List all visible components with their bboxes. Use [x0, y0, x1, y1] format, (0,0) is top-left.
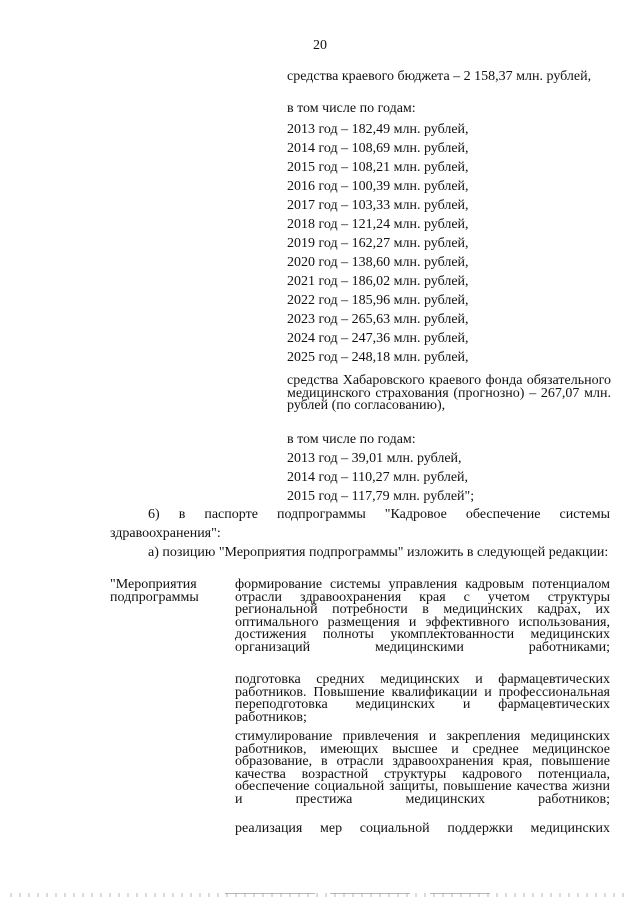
- year-line: 2013 год – 39,01 млн. рублей,: [287, 451, 462, 466]
- scan-artifact: [430, 893, 490, 894]
- year-line: 2020 год – 138,60 млн. рублей,: [287, 255, 469, 270]
- page-number: 20: [313, 38, 327, 53]
- scan-artifact: [225, 893, 315, 894]
- year-line: 2024 год – 247,36 млн. рублей,: [287, 331, 469, 346]
- year-line: 2016 год – 100,39 млн. рублей,: [287, 179, 469, 194]
- year-line: 2022 год – 185,96 млн. рублей,: [287, 293, 469, 308]
- paragraph-6: 6) в паспорте подпрограммы "Кадровое обеспечение системы здравоохранения":: [110, 507, 610, 541]
- table-item: реализация мер социальной поддержки медицинских: [235, 821, 610, 836]
- year-line: 2025 год – 248,18 млн. рублей,: [287, 350, 469, 365]
- year-line: 2017 год – 103,33 млн. рублей,: [287, 198, 469, 213]
- scan-artifact: [10, 893, 630, 897]
- table-left-label: "Мероприятия подпрограммы: [110, 577, 199, 605]
- incl-years-label-2: в том числе по годам:: [287, 432, 416, 447]
- year-line: 2015 год – 108,21 млн. рублей,: [287, 160, 469, 175]
- year-line: 2014 год – 110,27 млн. рублей,: [287, 470, 469, 485]
- funds-fond: средства Хабаровского краевого фонда обязательного медицинского страхования (прогнозно) – 267,07 млн. рублей (по согласованию),: [287, 373, 611, 414]
- year-line: 2015 год – 117,79 млн. рублей";: [287, 489, 475, 504]
- paragraph-a: а) позицию "Мероприятия подпрограммы" изложить в следующей редакции:: [148, 545, 609, 560]
- year-line: 2019 год – 162,27 млн. рублей,: [287, 236, 469, 251]
- table-item: формирование системы управления кадровым потенциалом отрасли здравоохранения края с учетом структуры региональной потребности в медицинских кадрах, их оптимального размещения и эффективного использования, достижения полноты укомплектованности медицинских организаций медицинскими работниками;: [235, 577, 610, 655]
- scan-artifact: [330, 893, 410, 894]
- incl-years-label-1: в том числе по годам:: [287, 101, 416, 116]
- year-line: 2018 год – 121,24 млн. рублей,: [287, 217, 469, 232]
- year-line: 2013 год – 182,49 млн. рублей,: [287, 122, 469, 137]
- year-line: 2021 год – 186,02 млн. рублей,: [287, 274, 469, 289]
- year-line: 2014 год – 108,69 млн. рублей,: [287, 141, 469, 156]
- year-line: 2023 год – 265,63 млн. рублей,: [287, 312, 469, 327]
- table-item: подготовка средних медицинских и фармацевтических работников. Повышение квалификации и профессиональная переподготовка медицинских и фармацевтических работников;: [235, 672, 610, 725]
- table-item: стимулирование привлечения и закрепления медицинских работников, имеющих высшее и среднее медицинское образование, в отрасли здравоохранения края, повышение качества возрастной структуры кадрового потенциала, обеспечение социальной защиты, повышение качества жизни и престижа медицинских работников;: [235, 729, 610, 807]
- funds-kraevoy: средства краевого бюджета – 2 158,37 млн. рублей,: [287, 69, 592, 84]
